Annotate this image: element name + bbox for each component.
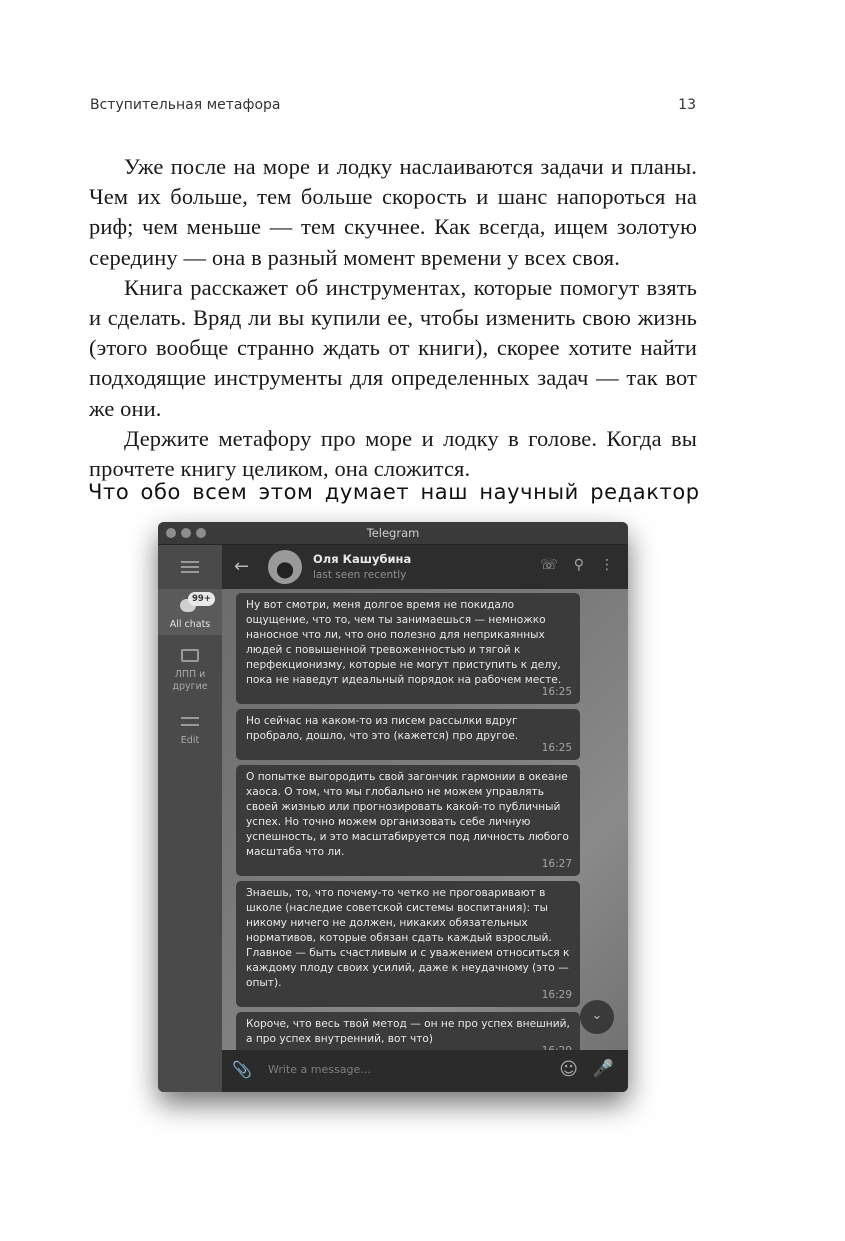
emoji-icon[interactable]: ☺ xyxy=(559,1059,578,1080)
chevron-down-icon: ⌄ xyxy=(591,1008,603,1023)
sidebar-item-edit[interactable] xyxy=(158,699,222,753)
contact-status: last seen recently xyxy=(313,569,407,581)
chats-icon xyxy=(176,594,211,617)
chat-header xyxy=(222,545,628,589)
sidebar-item-label: All chats xyxy=(169,619,211,630)
avatar[interactable] xyxy=(268,550,302,584)
scroll-down-button[interactable] xyxy=(580,1000,614,1034)
unread-badge: 99+ xyxy=(188,592,215,606)
message-list xyxy=(236,593,580,1068)
settings-sliders-icon xyxy=(176,711,204,733)
search-icon[interactable]: ⚲ xyxy=(573,557,584,573)
folder-icon xyxy=(176,645,204,667)
message-time: 16:27 xyxy=(541,858,572,870)
paragraph: Держите метафору про море и лодку в голове. Когда вы прочтете книгу целиком, она сложится. xyxy=(89,425,697,482)
message-text: Знаешь, то, что почему-то четко не проговаривают в школе (наследие советской системы воспитания): ты никому ничего не должен, никаких обязательных нормативов, которые обязан сдать каждый взрослый. Главное — быть счастливым и с уважением относиться к каждому плоду своих усилий, даже к неудачному (это — опыт). xyxy=(246,887,570,989)
body-text xyxy=(89,152,697,484)
sidebar-item-folder[interactable] xyxy=(158,635,222,699)
back-arrow-icon[interactable]: ← xyxy=(234,556,250,577)
message-bubble[interactable] xyxy=(236,765,580,876)
contact-name[interactable]: Оля Кашубина xyxy=(313,552,412,566)
telegram-window-screenshot xyxy=(158,522,628,1092)
window-titlebar xyxy=(158,522,628,545)
message-bubble[interactable] xyxy=(236,881,580,1007)
chat-area xyxy=(222,545,628,1092)
running-head-title: Вступительная метафора xyxy=(90,97,281,113)
more-vertical-icon[interactable]: ⋮ xyxy=(600,557,614,573)
hamburger-icon xyxy=(181,558,199,576)
running-head xyxy=(90,97,700,113)
menu-button[interactable] xyxy=(158,545,222,589)
sidebar-item-label: Edit xyxy=(180,735,200,746)
window-title: Telegram xyxy=(366,526,420,540)
composer xyxy=(222,1050,628,1092)
section-heading: Что обо всем этом думает наш научный редактор xyxy=(88,480,700,504)
header-actions xyxy=(540,557,614,573)
sidebar-item-all-chats[interactable] xyxy=(158,589,222,635)
paragraph: Книга расскажет об инструментах, которые помогут взять и сделать. Вряд ли вы купили ее, чтобы изменить свою жизнь (этого вообще странно ждать от книги), скорее хотите найти подходящие инструменты для определенных задач — так вот же они. xyxy=(89,274,697,421)
paperclip-icon[interactable]: 📎 xyxy=(232,1060,252,1079)
message-text: Ну вот смотри, меня долгое время не покидало ощущение, что то, чем ты занимаешься — немножко наносное что ли, что оно полезно для неприкаянных людей с повышенной тревоженностью и тягой к перфекционизму, которые не могут приступить к делу, пока не наведут идеальный порядок на рабочем месте. xyxy=(246,599,562,686)
message-text: Короче, что весь твой метод — он не про успех внешний, а про успех внутренний, вот что) xyxy=(246,1018,570,1045)
message-bubble[interactable] xyxy=(236,593,580,704)
message-time: 16:29 xyxy=(541,989,572,1001)
message-bubble[interactable] xyxy=(236,709,580,760)
phone-icon[interactable]: ☏ xyxy=(540,557,558,573)
folders-sidebar xyxy=(158,545,222,1092)
sidebar-item-label: ЛПП и другие xyxy=(172,669,208,692)
message-time: 16:25 xyxy=(541,742,572,754)
message-time: 16:25 xyxy=(541,686,572,698)
paragraph: Уже после на море и лодку наслаиваются задачи и планы. Чем их больше, тем больше скорость и шанс напороться на риф; чем меньше — тем скучнее. Как всегда, ищем золотую середину — она в разный момент времени у всех своя. xyxy=(89,154,697,270)
message-text: О попытке выгородить свой загончик гармонии в океане хаоса. О том, что мы глобально не можем управлять своей жизнью или прогнозировать какой-то публичный успех. Но точно можем организовать себе личную успешность, и это масштабируется под личность любого масштаба что ли. xyxy=(246,771,569,858)
microphone-icon[interactable]: 🎤 xyxy=(592,1059,614,1079)
message-text: Но сейчас на каком-то из писем рассылки вдруг пробрало, дошло, что это (кажется) про другое. xyxy=(246,715,519,742)
message-input[interactable]: Write a message... xyxy=(268,1063,371,1076)
page-number: 13 xyxy=(678,97,696,113)
